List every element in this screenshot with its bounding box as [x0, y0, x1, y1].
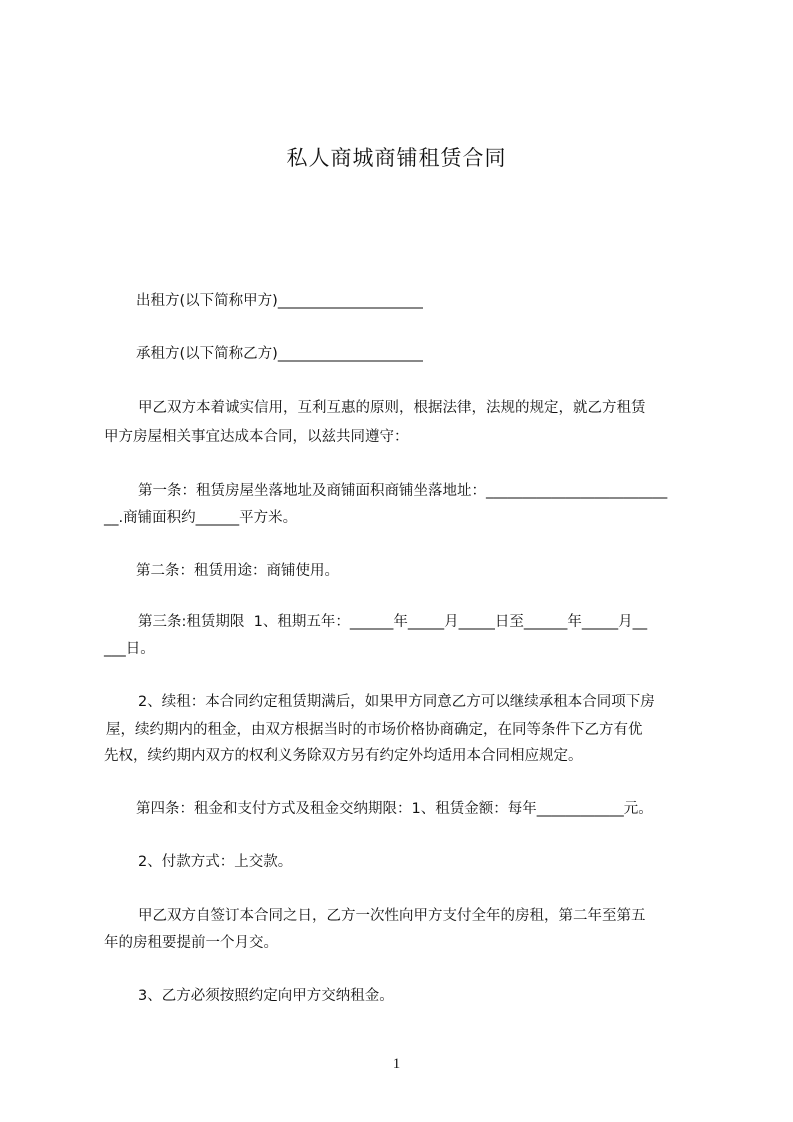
renewal-line-1: 2、续租：本合同约定租赁期满后，如果甲方同意乙方可以继续承租本合同项下房	[138, 694, 655, 710]
article-4-line: 第四条：租金和支付方式及租金交纳期限：1、租赁金额：每年____________元。	[136, 801, 653, 817]
article-1-line-1: 第一条：租赁房屋坐落地址及商铺面积商铺坐落地址：_________________________	[138, 483, 668, 499]
lessee-line: 承租方(以下简称乙方)____________________	[136, 346, 423, 362]
renewal-line-3: 先权，续约期内双方的权利义务除双方另有约定外均适用本合同相应规定。	[104, 748, 583, 764]
page-title: 私人商城商铺租赁合同	[286, 146, 507, 170]
article-3-line-1: 第三条:租赁期限 1、租期五年：______年_____月_____日至______年_____月__	[138, 614, 648, 630]
article-3-line-2: ___日。	[104, 641, 155, 657]
article-1-line-2: __.商铺面积约______平方米。	[104, 510, 298, 526]
renewal-line-2: 屋，续约期内的租金，由双方根据当时的市场价格协商确定，在同等条件下乙方有优	[106, 722, 643, 738]
lessor-line: 出租方(以下简称甲方)____________________	[136, 293, 423, 309]
payment-terms-line-2: 年的房租要提前一个月交。	[104, 935, 278, 951]
preamble-line-1: 甲乙双方本着诚实信用，互利互惠的原则，根据法律，法规的规定，就乙方租赁	[138, 400, 646, 416]
page-number: 1	[392, 1056, 401, 1072]
article-2-line: 第二条：租赁用途：商铺使用。	[136, 563, 339, 579]
rent-obligation-line: 3、乙方必须按照约定向甲方交纳租金。	[138, 988, 394, 1004]
preamble-line-2: 甲方房屋相关事宜达成本合同，以兹共同遵守：	[104, 429, 409, 445]
payment-method-line: 2、付款方式：上交款。	[138, 854, 293, 870]
payment-terms-line-1: 甲乙双方自签订本合同之日，乙方一次性向甲方支付全年的房租，第二年至第五	[138, 908, 646, 924]
